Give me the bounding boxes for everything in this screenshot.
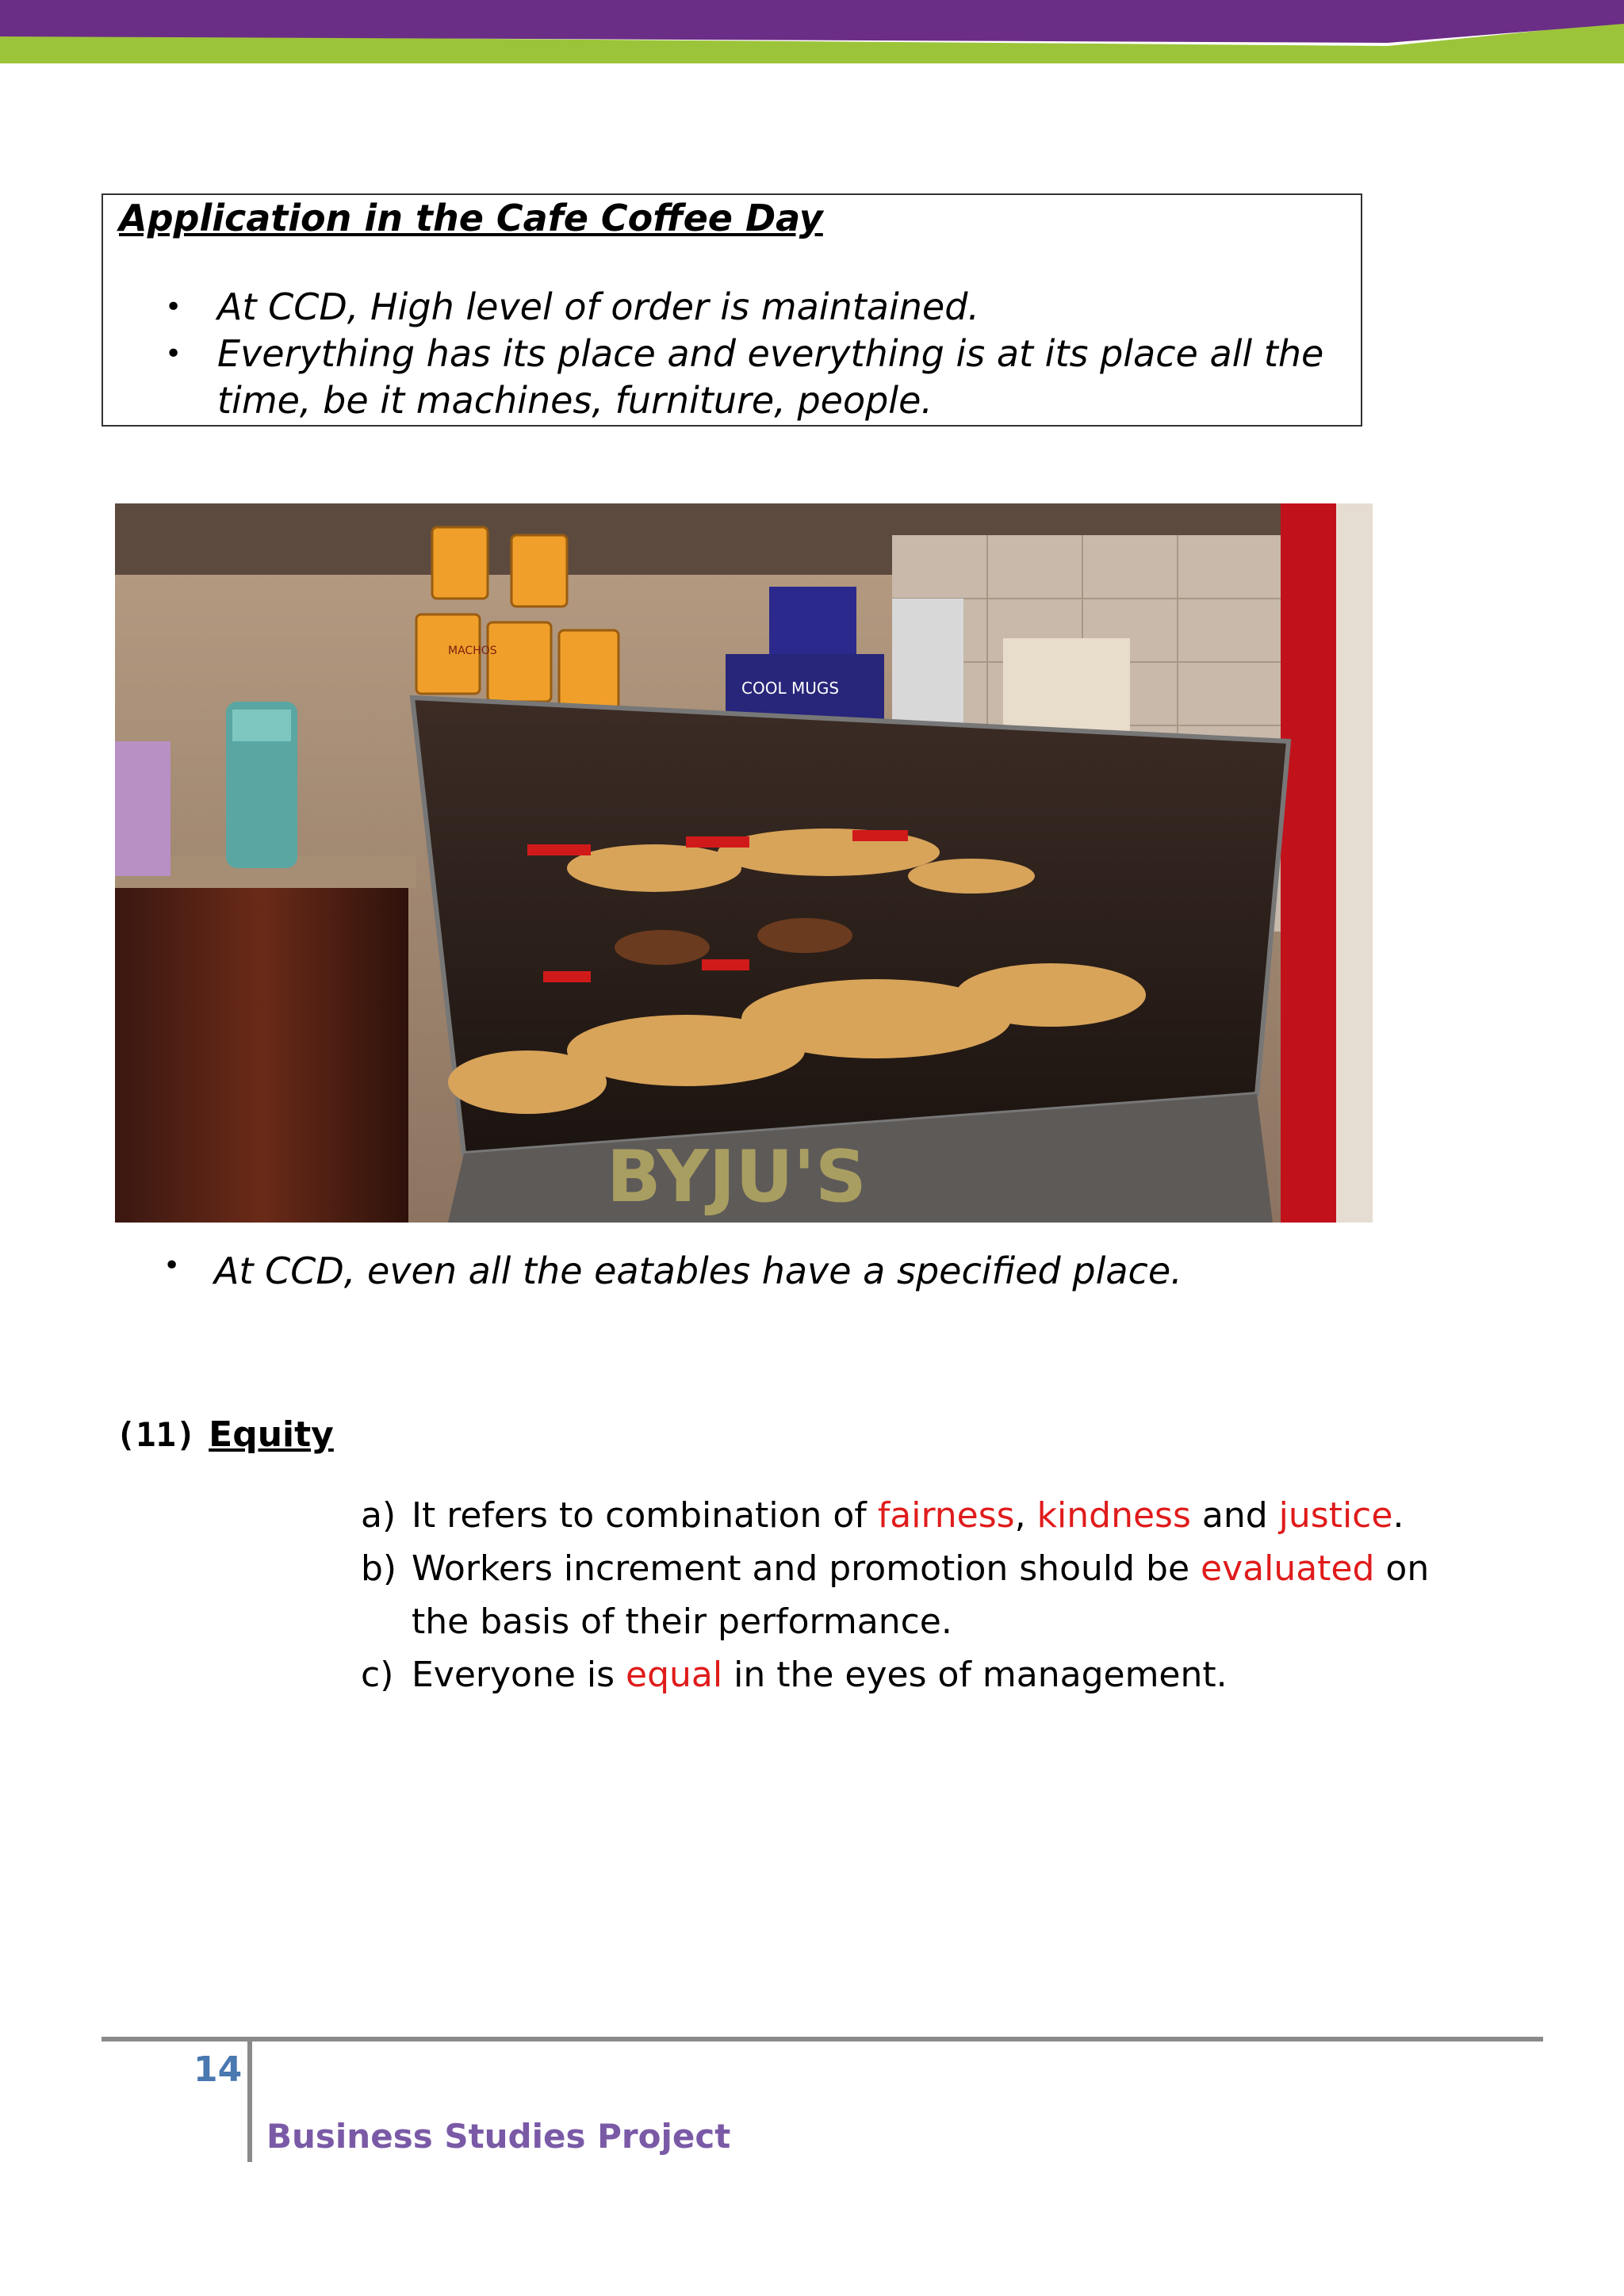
application-box — [102, 193, 1362, 427]
highlighted-term: evaluated — [1201, 1548, 1375, 1589]
item-text: . — [1392, 1495, 1404, 1536]
item-text: It refers to combination of — [412, 1495, 878, 1536]
item-text: and — [1190, 1495, 1279, 1536]
section-title: Equity — [209, 1414, 334, 1455]
list-item: • At CCD, High level of order is maintained. — [103, 284, 1361, 331]
item-text: on the basis of their performance. — [412, 1548, 1430, 1642]
page-number: 14 — [193, 2049, 243, 2090]
item-letter: a) — [361, 1495, 396, 1536]
item-letter: b) — [361, 1548, 397, 1589]
list-item: • Everything has its place and everything is at its place all the time, be it machines, furniture, people. — [165, 332, 1324, 422]
header-band — [0, 0, 1624, 63]
item-text: in the eyes of management. — [722, 1655, 1228, 1695]
cafe-display-photo — [115, 503, 1373, 1223]
mug-box-label: COOL MUGS — [741, 679, 840, 698]
equity-heading — [116, 1414, 334, 1455]
highlighted-term: equal — [626, 1655, 723, 1695]
bullet-icon: • — [165, 291, 182, 323]
section-number: (11) — [116, 1415, 197, 1454]
item-letter: c) — [361, 1655, 394, 1695]
eatables-note: • At CCD, even all the eatables have a specified place. — [163, 1249, 1182, 1292]
jar-label: MACHOS — [448, 645, 497, 657]
footer-vertical-divider — [247, 2037, 252, 2162]
equity-list — [361, 1489, 1487, 1701]
application-list — [103, 284, 1361, 424]
item-text: Workers increment and promotion should be — [412, 1548, 1201, 1589]
list-item — [361, 1542, 1487, 1648]
highlighted-term: justice — [1278, 1495, 1393, 1536]
application-title: Application in the Cafe Coffee Day — [119, 197, 823, 239]
highlighted-term: fairness — [877, 1495, 1015, 1536]
list-item — [361, 1489, 1487, 1542]
item-text: , — [1014, 1495, 1037, 1536]
item-text: Everyone is — [412, 1655, 626, 1695]
bullet-icon: • — [165, 338, 182, 370]
footer-project-title: Business Studies Project — [266, 2117, 731, 2156]
footer-divider — [102, 2037, 1543, 2042]
highlighted-term: kindness — [1036, 1495, 1191, 1536]
bullet-icon: • — [163, 1249, 181, 1282]
list-item — [361, 1648, 1487, 1701]
svg-text:BYJU'S: BYJU'S — [607, 1135, 867, 1219]
